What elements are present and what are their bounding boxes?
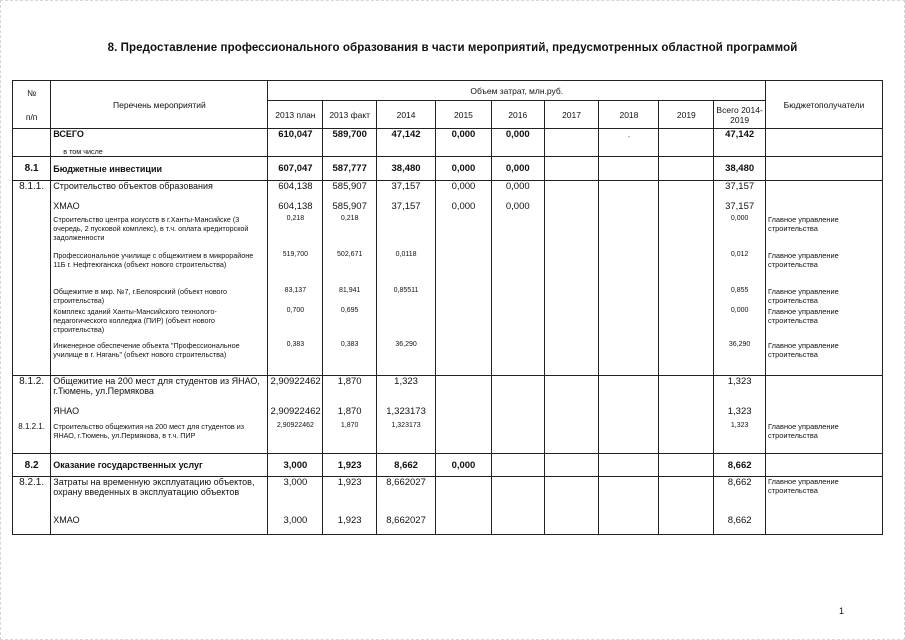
- col-2013-fact-header: 2013 факт: [323, 101, 377, 129]
- col-recipients-header: Бюджетополучатели: [766, 81, 883, 129]
- table-row: Инженерное обеспечение объекта "Профессиональное училище в г. Нягань" (объект нового строительства) 0,383 0,383 36,290 36,290 Главное управление строительства: [13, 341, 883, 376]
- page-number: 1: [838, 606, 844, 616]
- col-activities-header: Перечень мероприятий: [51, 81, 268, 129]
- col-2015-header: 2015: [436, 101, 492, 129]
- table-row: 8.2.1. Затраты на временную эксплуатацию объектов, охрану введенных в эксплуатацию объектов 3,000 1,923 8,662027 8,662 Главное управление строительства: [13, 477, 883, 515]
- cost-table: [12, 80, 883, 535]
- col-total-header: Всего 2014-2019: [714, 101, 766, 129]
- table-row: ЯНАО 2,90922462 1,870 1,323173 1,323: [13, 406, 883, 422]
- col-number-header: № п/п: [13, 81, 51, 129]
- table-row: Комплекс зданий Ханты-Мансийского технолого-педагогического колледжа (ПИР) (объект нового строительства) 0,700 0,695 0,000 Главное управление строительства: [13, 307, 883, 341]
- col-2018-header: 2018: [599, 101, 659, 129]
- page-title: 8. Предоставление профессионального образования в части мероприятий, предусмотренных областной программой: [107, 42, 798, 54]
- table-row: 8.2 Оказание государственных услуг 3,000 1,923 8,662 0,000 8,662: [13, 454, 883, 477]
- table-row: 8.1.1. Строительство объектов образования 604,138 585,907 37,157 0,000 0,000 37,157: [13, 181, 883, 201]
- table-row: Общежитие в мкр. №7, г.Белоярский (объект нового строительства) 83,137 81,941 0,85511 0,855 Главное управление строительства: [13, 287, 883, 307]
- col-2016-header: 2016: [491, 101, 544, 129]
- col-2019-header: 2019: [659, 101, 714, 129]
- table-row: Строительство центра искусств в г.Ханты-Мансийске (3 очередь, 2 пусковой комплекс), в т.ч. оплата кредиторской задолженности 0,218 0,218 0,000 Главное управление строительства: [13, 215, 883, 251]
- table-row: ХМАО 604,138 585,907 37,157 0,000 0,000 37,157: [13, 201, 883, 215]
- table-row: 8.1.2. Общежитие на 200 мест для студентов из ЯНАО, г.Тюмень, ул.Пермякова 2,90922462 1,870 1,323 1,323: [13, 376, 883, 406]
- col-2014-header: 2014: [377, 101, 436, 129]
- table-row: 8.1.2.1. Строительство общежития на 200 мест для студентов из ЯНАО, г.Тюмень, ул.Пермякова, в т.ч. ПИР 2,90922462 1,870 1,323173 1,323 Главное управление строительства: [13, 422, 883, 454]
- col-2013-plan-header: 2013 план: [268, 101, 323, 129]
- table-row: в том числе: [13, 147, 883, 157]
- col-costs-header: Объем затрат, млн.руб.: [268, 81, 766, 101]
- col-2017-header: 2017: [544, 101, 599, 129]
- table-row: ХМАО 3,000 1,923 8,662027 8,662: [13, 515, 883, 535]
- table-row: ВСЕГО 610,047 589,700 47,142 0,000 0,000 - 47,142: [13, 129, 883, 147]
- table-row: 8.1 Бюджетные инвестиции 607,047 587,777 38,480 0,000 0,000 38,480: [13, 157, 883, 181]
- table-row: Профессиональное училище с общежитием в микрорайоне 11Б г. Нефтеюганска (объект нового строительства) 519,700 502,671 0,0118 0,012 Главное управление строительства: [13, 251, 883, 287]
